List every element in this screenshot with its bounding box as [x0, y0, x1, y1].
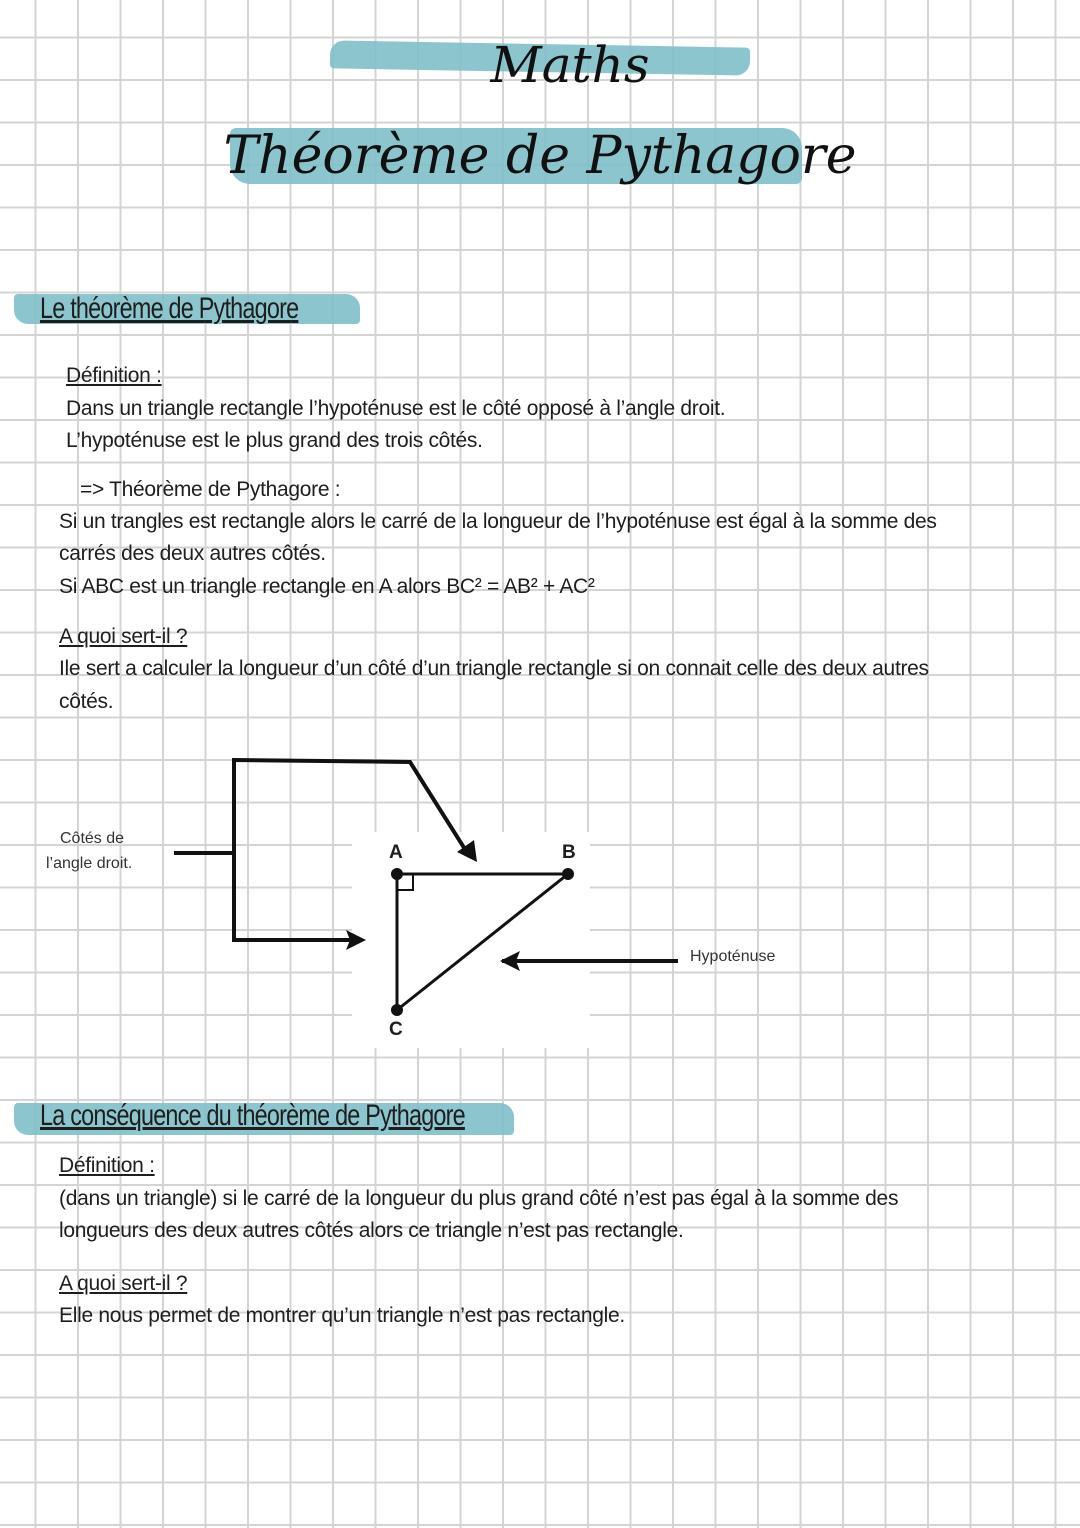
theorem-formula-line: Si ABC est un triangle rectangle en A alors BC² = AB² + AC²: [59, 575, 595, 598]
page-title: Théorème de Pythagore: [223, 126, 857, 186]
hypotenuse-label: Hypoténuse: [690, 948, 776, 965]
vertex-c-dot: [391, 1004, 403, 1016]
section1-use-line-2: côtés.: [59, 690, 114, 713]
section2-definition-line-1: (dans un triangle) si le carré de la longueur du plus grand côté n’est pas égal à la somme des: [59, 1187, 899, 1210]
legs-label-line-2: l’angle droit.: [46, 855, 133, 872]
vertex-a-label: A: [389, 842, 403, 863]
subject-title: Maths: [490, 36, 650, 94]
theorem-label: => Théorème de Pythagore :: [80, 478, 341, 501]
pythagoras-diagram: [0, 740, 1080, 1050]
section1-definition-line-2: L’hypoténuse est le plus grand des trois côtés.: [66, 429, 483, 452]
legs-label-line-1: Côtés de: [60, 830, 125, 847]
section1-use-label: A quoi sert-il ?: [59, 625, 188, 648]
section2-definition-line-2: longueurs des deux autres côtés alors ce triangle n’est pas rectangle.: [59, 1219, 684, 1242]
vertex-a-dot: [391, 868, 403, 880]
theorem-line-1: Si un trangles est rectangle alors le carré de la longueur de l’hypoténuse est égal à la somme des: [59, 510, 937, 533]
section2-heading: La conséquence du théorème de Pythagore: [40, 1099, 465, 1132]
section2-use-line-1: Elle nous permet de montrer qu’un triangle n’est pas rectangle.: [59, 1304, 625, 1327]
bracket-top-arm: [234, 760, 468, 854]
section2-use-label: A quoi sert-il ?: [59, 1272, 188, 1295]
vertex-c-label: C: [389, 1019, 403, 1040]
section1-definition-label: Définition :: [66, 364, 162, 387]
section1-use-line-1: Ile sert a calculer la longueur d’un côté d’un triangle rectangle si on connait celle des deux autres: [59, 657, 929, 680]
section1-heading: Le théorème de Pythagore: [40, 292, 299, 325]
theorem-line-2: carrés des deux autres côtés.: [59, 542, 326, 565]
section2-definition-label: Définition :: [59, 1154, 155, 1177]
side-bc: [397, 874, 568, 1010]
vertex-b-dot: [562, 868, 574, 880]
vertex-b-label: B: [562, 842, 576, 863]
section1-definition-line-1: Dans un triangle rectangle l’hypoténuse est le côté opposé à l’angle droit.: [66, 397, 726, 420]
